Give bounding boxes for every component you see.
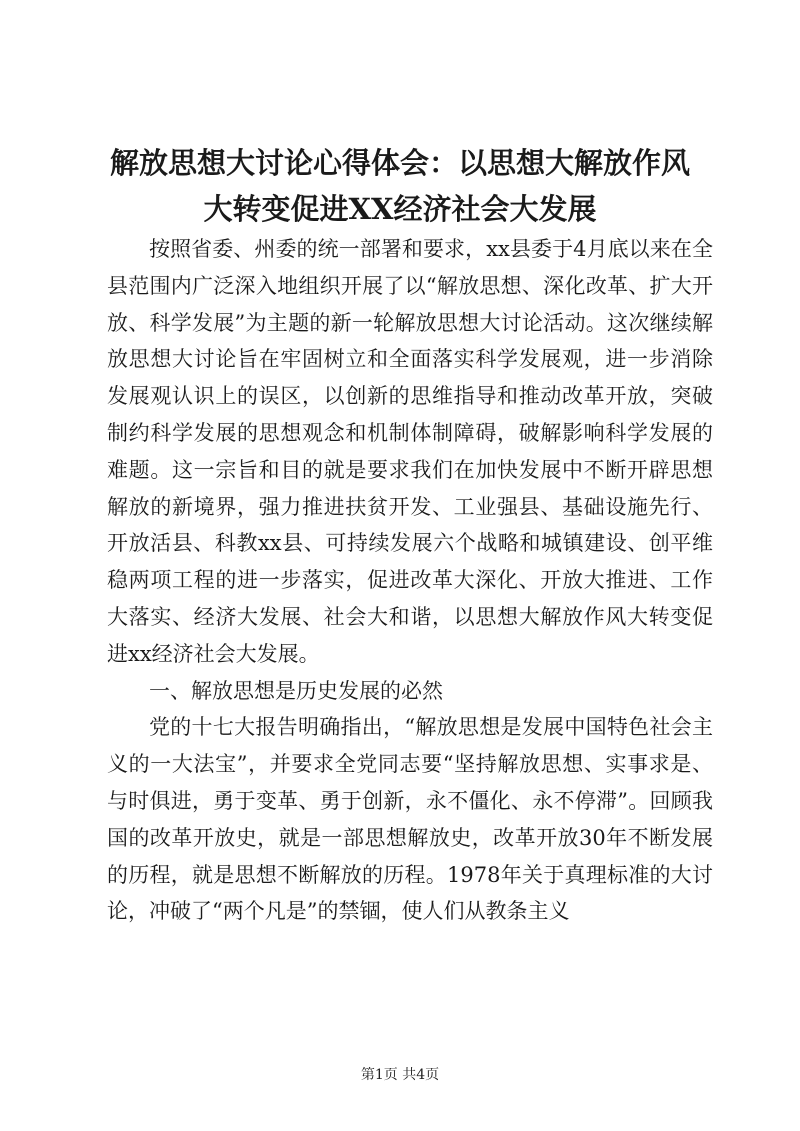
paragraph-section-1: 党的十七大报告明确指出，“解放思想是发展中国特色社会主义的一大法宝”，并要求全党同志要“坚持解放思想、实事求是、与时俱进，勇于变革、勇于创新，永不僵化、永不停滞”。回顾我国的改革开放史，就是一部思想解放史，改革开放30年不断发展的历程，就是思想不断解放的历程。1978年关于真理标准的大讨论，冲破了“两个凡是”的禁锢，使人们从教条主义 — [107, 715, 713, 924]
document-body — [107, 231, 713, 930]
paragraph-intro: 按照省委、州委的统一部署和要求，xx县委于4月底以来在全县范围内广泛深入地组织开展了以“解放思想、深化改革、扩大开放、科学发展”为主题的新一轮解放思想大讨论活动。这次继续解放思想大讨论旨在牢固树立和全面落实科学发展观，进一步消除发展观认识上的误区，以创新的思维指导和推动改革开放，突破制约科学发展的思想观念和机制体制障碍，破解影响科学发展的难题。这一宗旨和目的就是要求我们在加快发展中不断开辟思想解放的新境界，强力推进扶贫开发、工业强县、基础设施先行、开放活县、科教xx县、可持续发展六个战略和城镇建设、创平维稳两项工程的进一步落实，促进改革大深化、开放大推进、工作大落实、经济大发展、社会大和谐，以思想大解放作风大转变促进xx经济社会大发展。 — [107, 237, 713, 666]
title-line-1: 解放思想大讨论心得体会：以思想大解放作风 — [109, 146, 690, 180]
page-footer: 第1页 共4页 — [360, 1067, 440, 1083]
section-heading-1: 一、解放思想是历史发展的必然 — [149, 678, 443, 703]
document-title — [60, 140, 740, 232]
title-line-2: 大转变促进XX经济社会大发展 — [203, 192, 597, 226]
